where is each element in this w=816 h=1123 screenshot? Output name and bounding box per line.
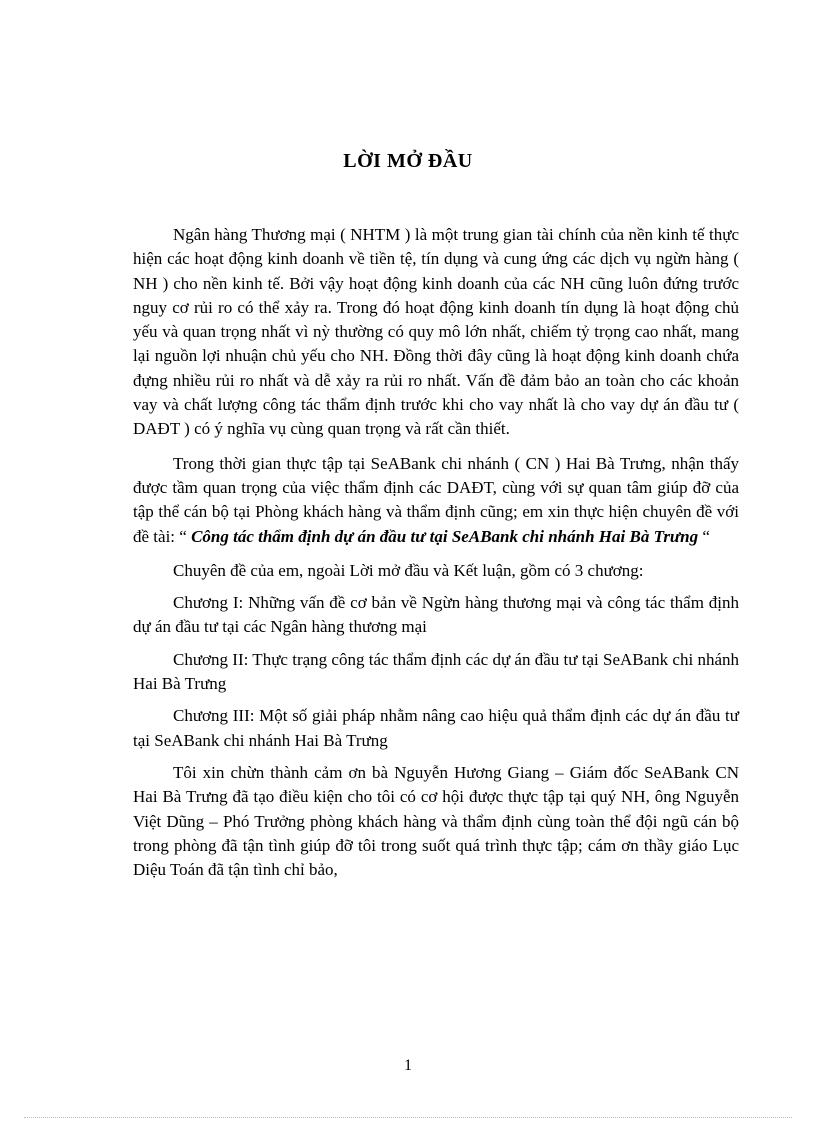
acknowledgement-paragraph: Tôi xin chừn thành cảm ơn bà Nguyễn Hương Giang – Giám đốc SeABank CN Hai Bà Trưng đã tạo điều kiện cho tôi có cơ hội được thực tập tại quý NH, ông Nguyễn Việt Dũng – Phó Trưởng phòng khách hàng và thẩm định cùng toàn thể đội ngũ cán bộ trong phòng đã tận tình giúp đỡ tôi trong suốt quá trình thực tập; cám ơn thầy giáo Lục Diệu Toán đã tận tình chỉ bảo,: [133, 762, 739, 880]
topic-title: Công tác thẩm định dự án đầu tư tại SeABank chi nhánh Hai Bà Trưng: [191, 526, 699, 546]
chapter-2-paragraph: Chương II: Thực trạng công tác thẩm định các dự án đầu tư tại SeABank chi nhánh Hai Bà Trưng: [133, 649, 739, 694]
topic-close-quote: “: [698, 526, 710, 546]
chapter-1-paragraph: Chương I: Những vấn đề cơ bản về Ngừn hàng thương mại và công tác thẩm định dự án đầu tư tại các Ngân hàng thương mại: [133, 593, 739, 637]
internship-text: Trong thời gian thực tập tại SeABank chi nhánh ( CN ) Hai Bà Trưng, nhận thấy được tầm quan trọng của việc thẩm định các DAĐT, cùng với sự quan tâm giúp đỡ của tập thể cán bộ tại Phòng khách hàng và thẩm định cũng; em xin thực hiện chuyên đề với đề tài: “: [133, 453, 739, 546]
page-number: 1: [404, 1057, 412, 1074]
body-text: [133, 223, 739, 892]
page-bottom-divider: [24, 1117, 792, 1118]
internship-paragraph: [133, 452, 739, 549]
structure-paragraph: Chuyên đề của em, ngoài Lời mở đầu và Kết luận, gồm có 3 chương:: [173, 560, 644, 580]
page-title: LỜI MỞ ĐẦU: [343, 150, 473, 172]
chapter-3-paragraph: Chương III: Một số giải pháp nhằm nâng cao hiệu quả thẩm định các dự án đầu tư tại SeABank chi nhánh Hai Bà Trưng: [133, 706, 739, 750]
intro-paragraph: Ngân hàng Thương mại ( NHTM ) là một trung gian tài chính của nền kinh tế thực hiện các hoạt động kinh doanh về tiền tệ, tín dụng và cung ứng các dịch vụ ngừn hàng ( NH ) cho nền kinh tế. Bởi vậy hoạt động kinh doanh của các NH cũng luôn đứng trước nguy cơ rủi ro có thể xảy ra. Trong đó hoạt động kinh doanh tín dụng là hoạt động chủ yếu và quan trọng nhất vì nỳ thường có quy mô lớn nhất, chiếm tỷ trọng cao nhất, mang lại nguồn lợi nhuận chủ yếu cho NH. Đồng thời đây cũng là hoạt động kinh doanh chứa đựng nhiều rủi ro nhất và dễ xảy ra rủi ro nhất. Vấn đề đảm bảo an toàn cho các khoản vay và chất lượng công tác thẩm định trước khi cho vay nhất là cho vay dự án đầu tư ( DAĐT ) có ý nghĩa vụ cùng quan trọng và rất cần thiết.: [133, 225, 739, 439]
